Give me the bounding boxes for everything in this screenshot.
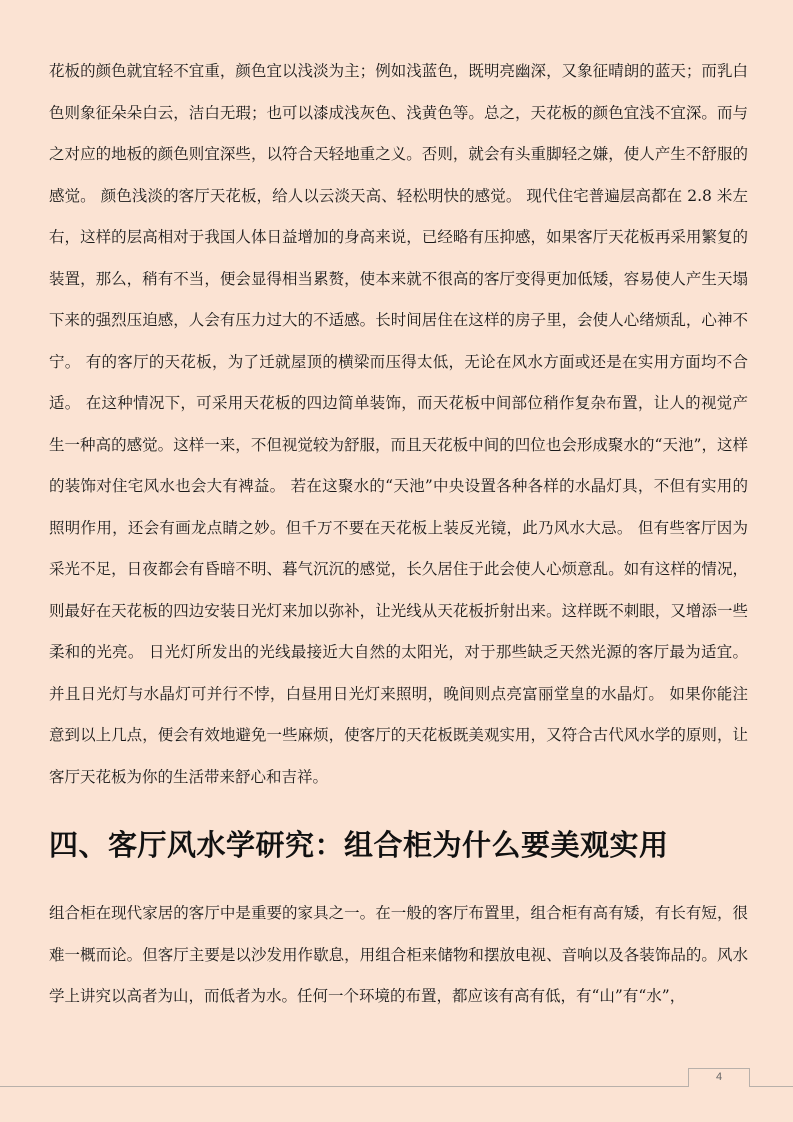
footer-divider (0, 1086, 793, 1087)
page-number: 4 (715, 1071, 723, 1083)
section-heading: 四、客厅风水学研究：组合柜为什么要美观实用 (49, 828, 669, 862)
body-paragraph-cabinet: 组合柜在现代家居的客厅中是重要的家具之一。在一般的客厅布置里，组合柜有高有矮，有长有短，很难一概而论。但客厅主要是以沙发用作歇息，用组合柜来储物和摆放电视、音响以及各装饰品的。风水学上讲究以高者为山，而低者为水。任何一个环境的布置，都应该有高有低，有“山”有“水”， (49, 904, 748, 1005)
page-number-tab (688, 1068, 750, 1087)
body-paragraph-ceiling-color: 花板的颜色就宜轻不宜重，颜色宜以浅淡为主；例如浅蓝色，既明亮幽深，又象征晴朗的蓝天；而乳白色则象征朵朵白云，洁白无瑕；也可以漆成浅灰色、浅黄色等。总之，天花板的颜色宜浅不宜深。而与之对应的地板的颜色则宜深些，以符合天轻地重之义。否则，就会有头重脚轻之嫌，使人产生不舒服的感觉。 颜色浅淡的客厅天花板，给人以云淡天高、轻松明快的感觉。 现代住宅普遍层高都在 2.8 米左右，这样的层高相对于我国人体日益增加的身高来说，已经略有压抑感，如果客厅天花板再采用繁复的装置，那么，稍有不当，便会显得相当累赘，使本来就不很高的客厅变得更加低矮，容易使人产生天塌下来的强烈压迫感，人会有压力过大的不适感。长时间居住在这样的房子里，会使人心绪烦乱，心神不宁。 有的客厅的天花板，为了迁就屋顶的横梁而压得太低，无论在风水方面或还是在实用方面均不合适。 在这种情况下，可采用天花板的四边简单装饰，而天花板中间部位稍作复杂布置，让人的视觉产生一种高的感觉。这样一来，不但视觉较为舒服，而且天花板中间的凹位也会形成聚水的“天池”，这样的装饰对住宅风水也会大有裨益。 若在这聚水的“天池”中央设置各种各样的水晶灯具，不但有实用的照明作用，还会有画龙点睛之妙。但千万不要在天花板上装反光镜，此乃风水大忌。 但有些客厅因为采光不足，日夜都会有昏暗不明、暮气沉沉的感觉，长久居住于此会使人心烦意乱。如有这样的情况，则最好在天花板的四边安装日光灯来加以弥补，让光线从天花板折射出来。这样既不刺眼，又增添一些柔和的光亮。 日光灯所发出的光线最接近大自然的太阳光，对于那些缺乏天然光源的客厅最为适宜。并且日光灯与水晶灯可并行不悖，白昼用日光灯来照明，晚间则点亮富丽堂皇的水晶灯。 如果你能注意到以上几点，便会有效地避免一些麻烦，使客厅的天花板既美观实用，又符合古代风水学的原则，让客厅天花板为你的生活带来舒心和吉祥。 (49, 62, 748, 786)
